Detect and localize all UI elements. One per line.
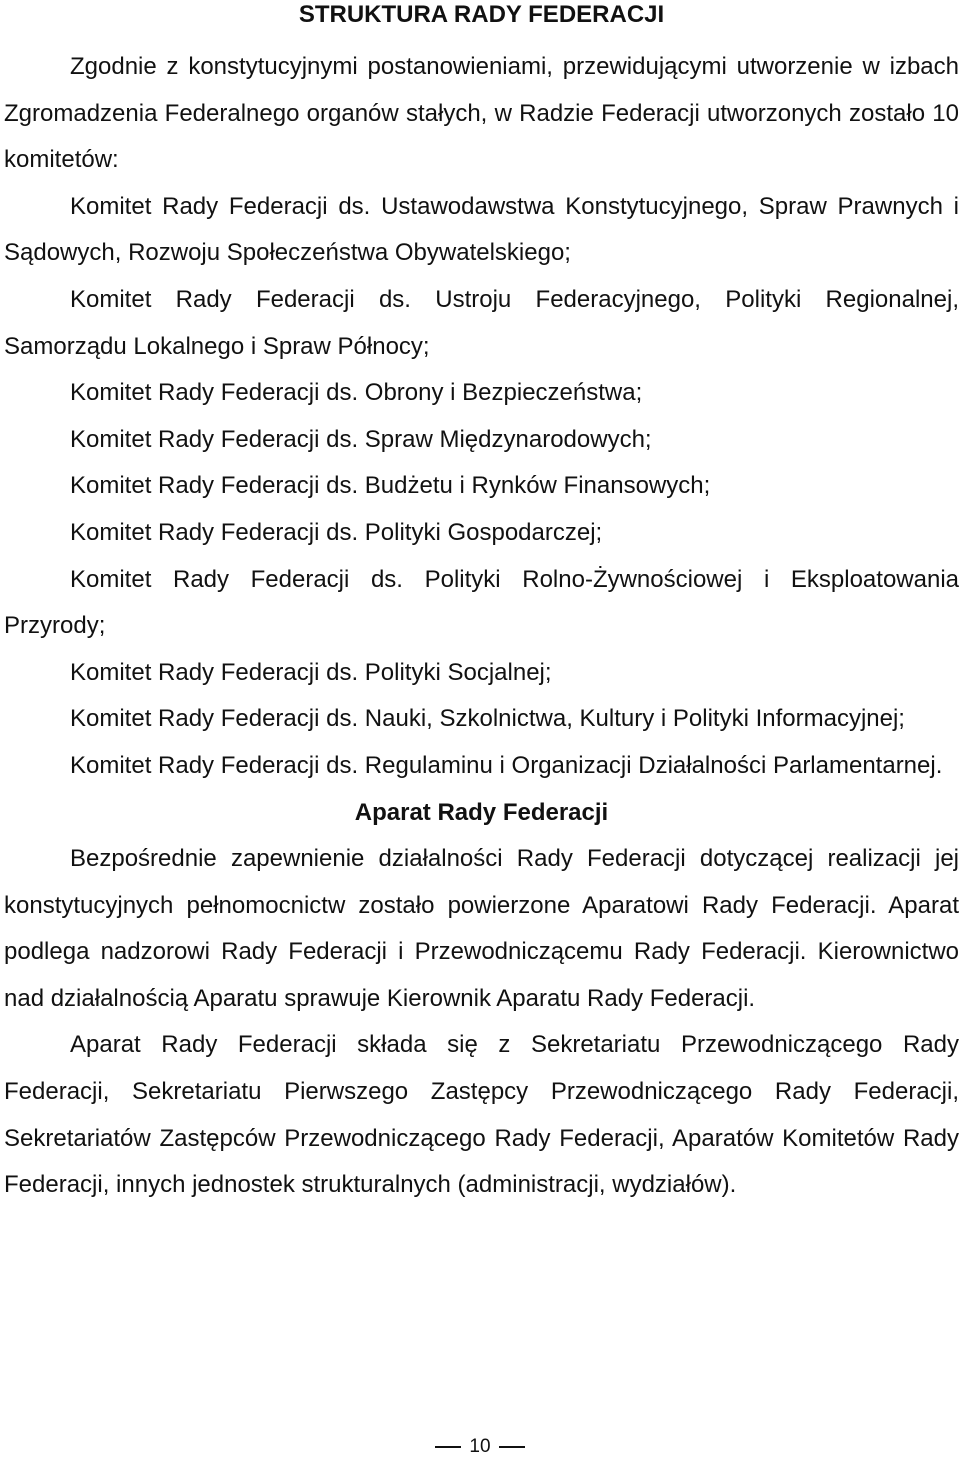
document-page [4,0,959,1209]
page-number: 10 [469,1436,491,1457]
page-footer [0,1436,960,1458]
committee-item: Komitet Rady Federacji ds. Obrony i Bezpieczeństwa; [70,379,643,407]
committee-item: Komitet Rady Federacji ds. Polityki Socjalnej; [70,658,552,686]
section-heading: Aparat Rady Federacji [354,798,609,826]
committee-item: Komitet Rady Federacji ds. Ustroju Federacyjnego, Polityki Regionalnej, Samorządu Lokalnego i Spraw Północy; [4,285,959,360]
committee-item: Komitet Rady Federacji ds. Regulaminu i Organizacji Działalności Parlamentarnej. [70,751,943,779]
apparatus-paragraph-2: Aparat Rady Federacji składa się z Sekretariatu Przewodniczącego Rady Federacji, Sekretariatu Pierwszego Zastępcy Przewodniczącego Rady Federacji, Sekretariatów Zastępców Przewodniczącego Rady Federacji, Aparatów Komitetów Rady Federacji, innych jednostek strukturalnych (administracji, wydziałów). [4,1031,959,1199]
footer-dash-left [435,1446,461,1448]
committee-item: Komitet Rady Federacji ds. Budżetu i Rynków Finansowych; [70,472,711,500]
footer-dash-right [499,1446,525,1448]
committee-item: Komitet Rady Federacji ds. Spraw Międzynarodowych; [70,425,652,453]
committee-item: Komitet Rady Federacji ds. Ustawodawstwa Konstytucyjnego, Spraw Prawnych i Sądowych, Rozwoju Społeczeństwa Obywatelskiego; [4,192,959,267]
committee-item: Komitet Rady Federacji ds. Polityki Rolno-Żywnościowej i Eksploatowania Przyrody; [4,565,959,640]
committee-item: Komitet Rady Federacji ds. Nauki, Szkolnictwa, Kultury i Polityki Informacyjnej; [70,705,905,733]
page-title: STRUKTURA RADY FEDERACJI [298,1,665,28]
apparatus-paragraph-1: Bezpośrednie zapewnienie działalności Rady Federacji dotyczącej realizacji jej konstytucyjnych pełnomocnictw zostało powierzone Aparatowi Rady Federacji. Aparat podlega nadzorowi Rady Federacji i Przewodniczącemu Rady Federacji. Kierownictwo nad działalnością Aparatu sprawuje Kierownik Aparatu Rady Federacji. [4,845,959,1012]
intro-paragraph: Zgodnie z konstytucyjnymi postanowieniami, przewidującymi utworzenie w izbach Zgromadzenia Federalnego organów stałych, w Radzie Federacji utworzonych zostało 10 komitetów: [4,53,959,174]
committee-item: Komitet Rady Federacji ds. Polityki Gospodarczej; [70,518,603,546]
